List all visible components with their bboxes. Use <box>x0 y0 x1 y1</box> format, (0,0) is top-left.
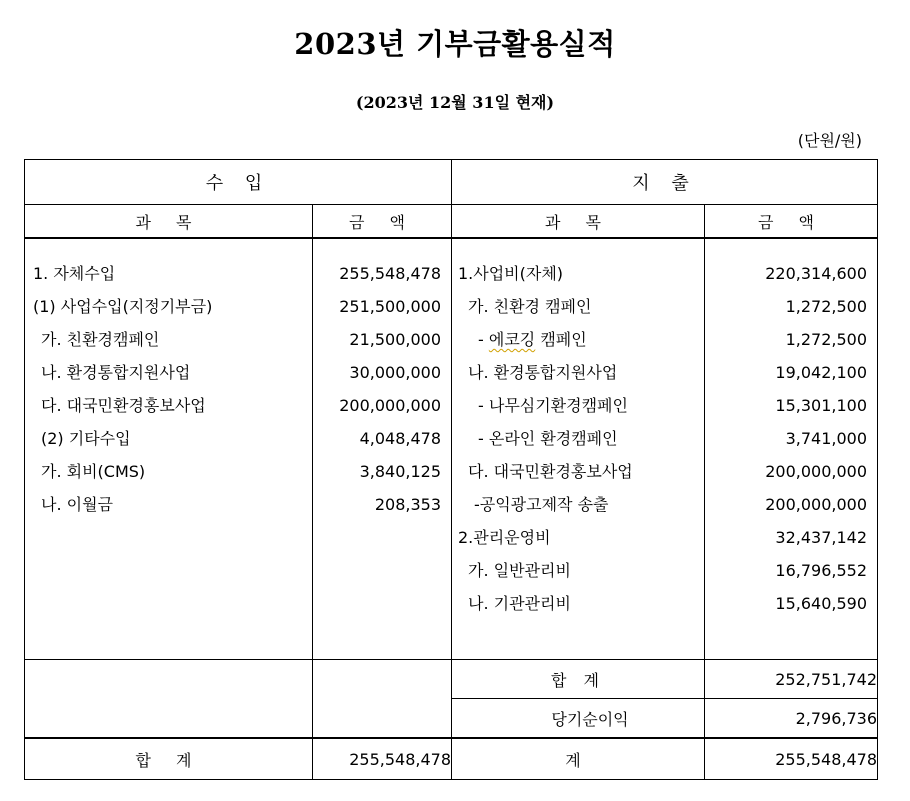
expense-amount: 15,640,590 <box>775 594 867 613</box>
expense-item: 가. 친환경 캠페인 <box>468 297 592 316</box>
income-amounts <box>313 238 452 660</box>
income-item: (2) 기타수입 <box>41 429 131 448</box>
income-amount: 3,840,125 <box>359 462 441 481</box>
income-col-item: 과 목 <box>25 205 313 239</box>
income-item: (1) 사업수입(지정기부금) <box>33 297 213 316</box>
income-amount: 21,500,000 <box>349 330 441 349</box>
expense-amount: 16,796,552 <box>775 561 867 580</box>
expense-subtotal-amount: 252,751,742 <box>705 660 878 699</box>
expense-item: - 나무심기환경캠페인 <box>478 396 628 415</box>
income-blank-cell <box>25 660 313 739</box>
expense-col-item: 과 목 <box>452 205 705 239</box>
expense-item: 나. 기관관리비 <box>468 594 571 613</box>
income-item: 나. 이월금 <box>41 495 113 514</box>
net-income-amount: 2,796,736 <box>705 699 878 739</box>
expense-item: - 에코깅 캠페인 <box>478 330 587 349</box>
income-items <box>25 238 313 660</box>
expense-total-label: 계 <box>452 738 705 780</box>
expense-total-amount: 255,548,478 <box>705 738 878 780</box>
income-item: 다. 대국민환경홍보사업 <box>41 396 206 415</box>
expense-item: 가. 일반관리비 <box>468 561 571 580</box>
expense-item: - 온라인 환경캠페인 <box>478 429 618 448</box>
donation-report-table <box>24 159 878 780</box>
report-date: (2023년 12월 31일 현재) <box>355 93 555 112</box>
income-total-label: 합 계 <box>25 738 313 780</box>
expense-amount: 15,301,100 <box>775 396 867 415</box>
expense-col-amount: 금 액 <box>705 205 878 239</box>
expense-item-eco: 에코깅 <box>488 330 536 349</box>
expense-amount: 1,272,500 <box>785 330 867 349</box>
income-amount: 251,500,000 <box>339 297 441 316</box>
expense-item: 2.관리운영비 <box>458 528 551 547</box>
income-amount: 30,000,000 <box>349 363 441 382</box>
net-income-label: 당기순이익 <box>452 699 705 739</box>
income-col-amount: 금 액 <box>313 205 452 239</box>
income-amount: 200,000,000 <box>339 396 441 415</box>
expense-amount: 1,272,500 <box>785 297 867 316</box>
expense-item: 나. 환경통합지원사업 <box>468 363 618 382</box>
income-total-amount: 255,548,478 <box>313 738 452 780</box>
expense-items <box>452 238 705 660</box>
expense-amount: 3,741,000 <box>785 429 867 448</box>
income-amount: 4,048,478 <box>359 429 441 448</box>
income-item: 나. 환경통합지원사업 <box>41 363 191 382</box>
expense-header: 지 출 <box>452 160 878 205</box>
expense-amount: 220,314,600 <box>765 264 867 283</box>
expense-amount: 19,042,100 <box>775 363 867 382</box>
expense-amount: 32,437,142 <box>775 528 867 547</box>
expense-item: 다. 대국민환경홍보사업 <box>468 462 633 481</box>
income-blank-amount-cell <box>313 660 452 739</box>
expense-item: 1.사업비(자체) <box>458 264 564 283</box>
expense-amount: 200,000,000 <box>765 495 867 514</box>
income-item: 가. 회비(CMS) <box>41 462 146 481</box>
expense-amount: 200,000,000 <box>765 462 867 481</box>
income-item: 가. 친환경캠페인 <box>41 330 160 349</box>
expense-item: -공익광고제작 송출 <box>474 495 609 514</box>
income-item: 1. 자체수입 <box>33 264 116 283</box>
expense-subtotal-label: 합 계 <box>452 660 705 699</box>
page-title: 2023년 기부금활용실적 <box>294 27 616 61</box>
income-header: 수 입 <box>25 160 452 205</box>
income-amount: 208,353 <box>374 495 441 514</box>
unit-label: (단원/원) <box>797 131 862 150</box>
income-amount: 255,548,478 <box>339 264 441 283</box>
expense-amounts <box>705 238 878 660</box>
